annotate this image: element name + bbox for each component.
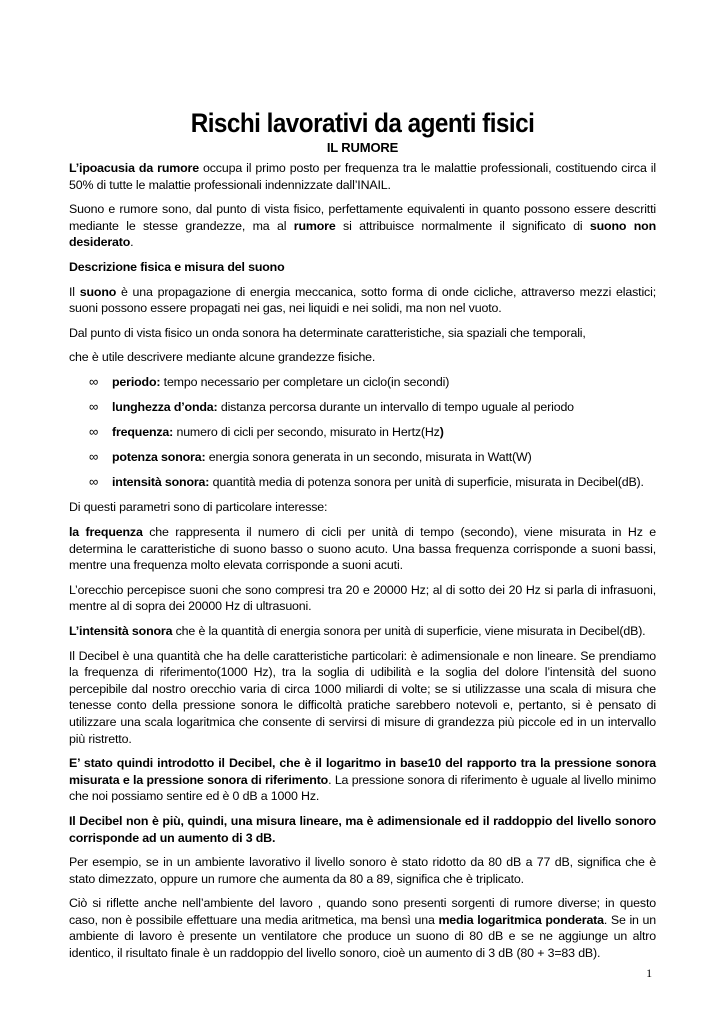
list-item [89, 449, 656, 466]
paragraph-frequenza [69, 524, 656, 574]
page-number: 1 [646, 966, 652, 980]
body-text: che rappresenta il numero di cicli per unità di tempo (secondo), viene misurata in Hz e determina le caratteristiche di suono basso o suono acuto. Una bassa frequenza corrisponde a suoni bassi, mentre una frequenza molto elevata corrisponde a suoni acuti. [69, 525, 657, 573]
body-text: occupa il primo posto per frequenza tra le malattie professionali, costituendo circa il 50% di tutte le malattie professionali indennizzate dall’INAIL. [69, 161, 656, 192]
bold-text: media logaritmica ponderata [438, 912, 604, 927]
list-item [89, 474, 656, 491]
document-subtitle: IL RUMORE [326, 140, 399, 155]
desc-text: numero di cicli per secondo, misurato in Hertz(Hz [173, 425, 440, 440]
term-text: frequenza: [112, 425, 174, 440]
body-text: Suono e rumore sono, dal punto di vista fisico, perfettamente equivalenti in quanto possono essere descritti mediante le stesse grandezze, ma al [69, 202, 656, 233]
paragraph-grandezze: che è utile descrivere mediante alcune grandezze fisiche. [69, 350, 376, 365]
paragraph-suono-definizione [69, 284, 656, 317]
paragraph-decibel-logaritmo [69, 755, 656, 805]
infinity-bullet-icon: ∞ [89, 424, 99, 440]
infinity-bullet-icon: ∞ [89, 474, 99, 490]
term-text: potenza sonora: [112, 450, 206, 465]
body-text: . La pressione sonora di riferimento è uguale al livello minimo che noi possiamo sentire ed è 0 dB a 1000 Hz. [69, 772, 656, 804]
term-text: intensità sonora: [112, 475, 210, 490]
bold-text: L’intensità sonora [69, 623, 173, 638]
parameter-list [69, 374, 656, 491]
bold-text: rumore [293, 218, 336, 233]
document-title: Rischi lavorativi da agenti fisici [190, 108, 535, 138]
term-text: lunghezza d’onda: [112, 400, 218, 415]
infinity-bullet-icon: ∞ [89, 399, 99, 415]
infinity-bullet-icon: ∞ [89, 373, 99, 389]
paragraph-esempio: Per esempio, se in un ambiente lavorativo il livello sonoro è stato ridotto da 80 dB a 77 dB, significa che è stato dimezzato, oppure un rumore che aumenta da 80 a 89, significa che è triplicato. [69, 855, 656, 886]
paragraph-decibel-non-lineare: Il Decibel non è più, quindi, una misura lineare, ma è adimensionale ed il raddoppio del livello sonoro corrisponde ad un aumento di 3 dB. [69, 813, 656, 845]
list-item [89, 399, 656, 416]
bold-text: E’ stato quindi introdotto il Decibel, che è il logaritmo in base10 del rapporto tra la pressione sonora misurata e la pressione sonora di riferimento [69, 756, 656, 787]
list-item [89, 374, 656, 391]
desc-text: tempo necessario per completare un ciclo(in secondi) [160, 374, 450, 389]
list-item [89, 424, 656, 441]
section-heading: Descrizione fisica e misura del suono [69, 259, 285, 274]
paragraph-ipoacusia [69, 160, 656, 193]
term-text: periodo: [112, 374, 161, 389]
desc-text: energia sonora generata in un secondo, misurata in Watt(W) [205, 450, 532, 465]
body-text: . [130, 235, 134, 250]
paragraph-orecchio: L’orecchio percepisce suoni che sono compresi tra 20 e 20000 Hz; al di sotto dei 20 Hz si parla di infrasuoni, mentre al di sopra dei 20000 Hz di ultrasuoni. [69, 582, 656, 614]
paragraph-media-logaritmica [69, 895, 656, 961]
desc-text: quantità media di potenza sonora per unità di superficie, misurata in Decibel(dB). [209, 475, 644, 490]
desc-text: distanza percorsa durante un intervallo di tempo uguale al periodo [217, 400, 574, 415]
bold-text: L’ipoacusia da rumore [69, 161, 199, 175]
paragraph-suono-rumore [69, 201, 656, 251]
body-text: Il [69, 284, 80, 299]
body-text: si attribuisce normalmente il significato di [335, 218, 590, 233]
bold-text: suono [79, 284, 117, 299]
body-text: è una propagazione di energia meccanica, sotto forma di onde cicliche, attraverso mezzi elastici; suoni possono essere propagati nei gas, nei liquidi e nei solidi, ma non nel vuoto. [69, 284, 656, 316]
paragraph-decibel: Il Decibel è una quantità che ha delle caratteristiche particolari: è adimensionale e non lineare. Se prendiamo la frequenza di riferimento(1000 Hz), tra la soglia di udibilità e la soglia del dolore l’intensità del suono percepibile dal nostro orecchio varia di circa 1000 miliardi di volte; se si utilizzasse una scala di misura che tenesse conto della pressione sonora le difficoltà pratiche sarebbero notevoli e, pertanto, si è pensato di utilizzare una scala logaritmica che consente di servirsi di misure di grandezza più piccole ed in un intervallo più ristretto. [69, 648, 656, 746]
infinity-bullet-icon: ∞ [89, 449, 99, 465]
bold-text: suono non desiderato [69, 218, 656, 250]
desc-tail-text: ) [439, 425, 444, 440]
body-text: Ciò si riflette anche nell’ambiente del lavoro , quando sono presenti sorgenti di rumore diverse; in questo caso, non è possibile effettuare una media aritmetica, ma bensì una [69, 896, 656, 927]
paragraph-parametri: Di questi parametri sono di particolare interesse: [69, 500, 328, 515]
paragraph-intensita [69, 623, 656, 640]
bold-text: la frequenza [69, 525, 143, 539]
paragraph-onda-sonora: Dal punto di vista fisico un onda sonora ha determinate caratteristiche, sia spaziali che temporali, [69, 325, 586, 340]
body-text: che è la quantità di energia sonora per unità di superficie, viene misurata in Decibel(dB). [172, 623, 646, 638]
body-text: . Se in un ambiente di lavoro è presente un ventilatore che produce un suono di 80 dB e se ne aggiunge un altro identico, il risultato finale è un raddoppio del livello sonoro, cioè un aumento di 3 dB (80 + 3=83 dB). [69, 912, 656, 961]
